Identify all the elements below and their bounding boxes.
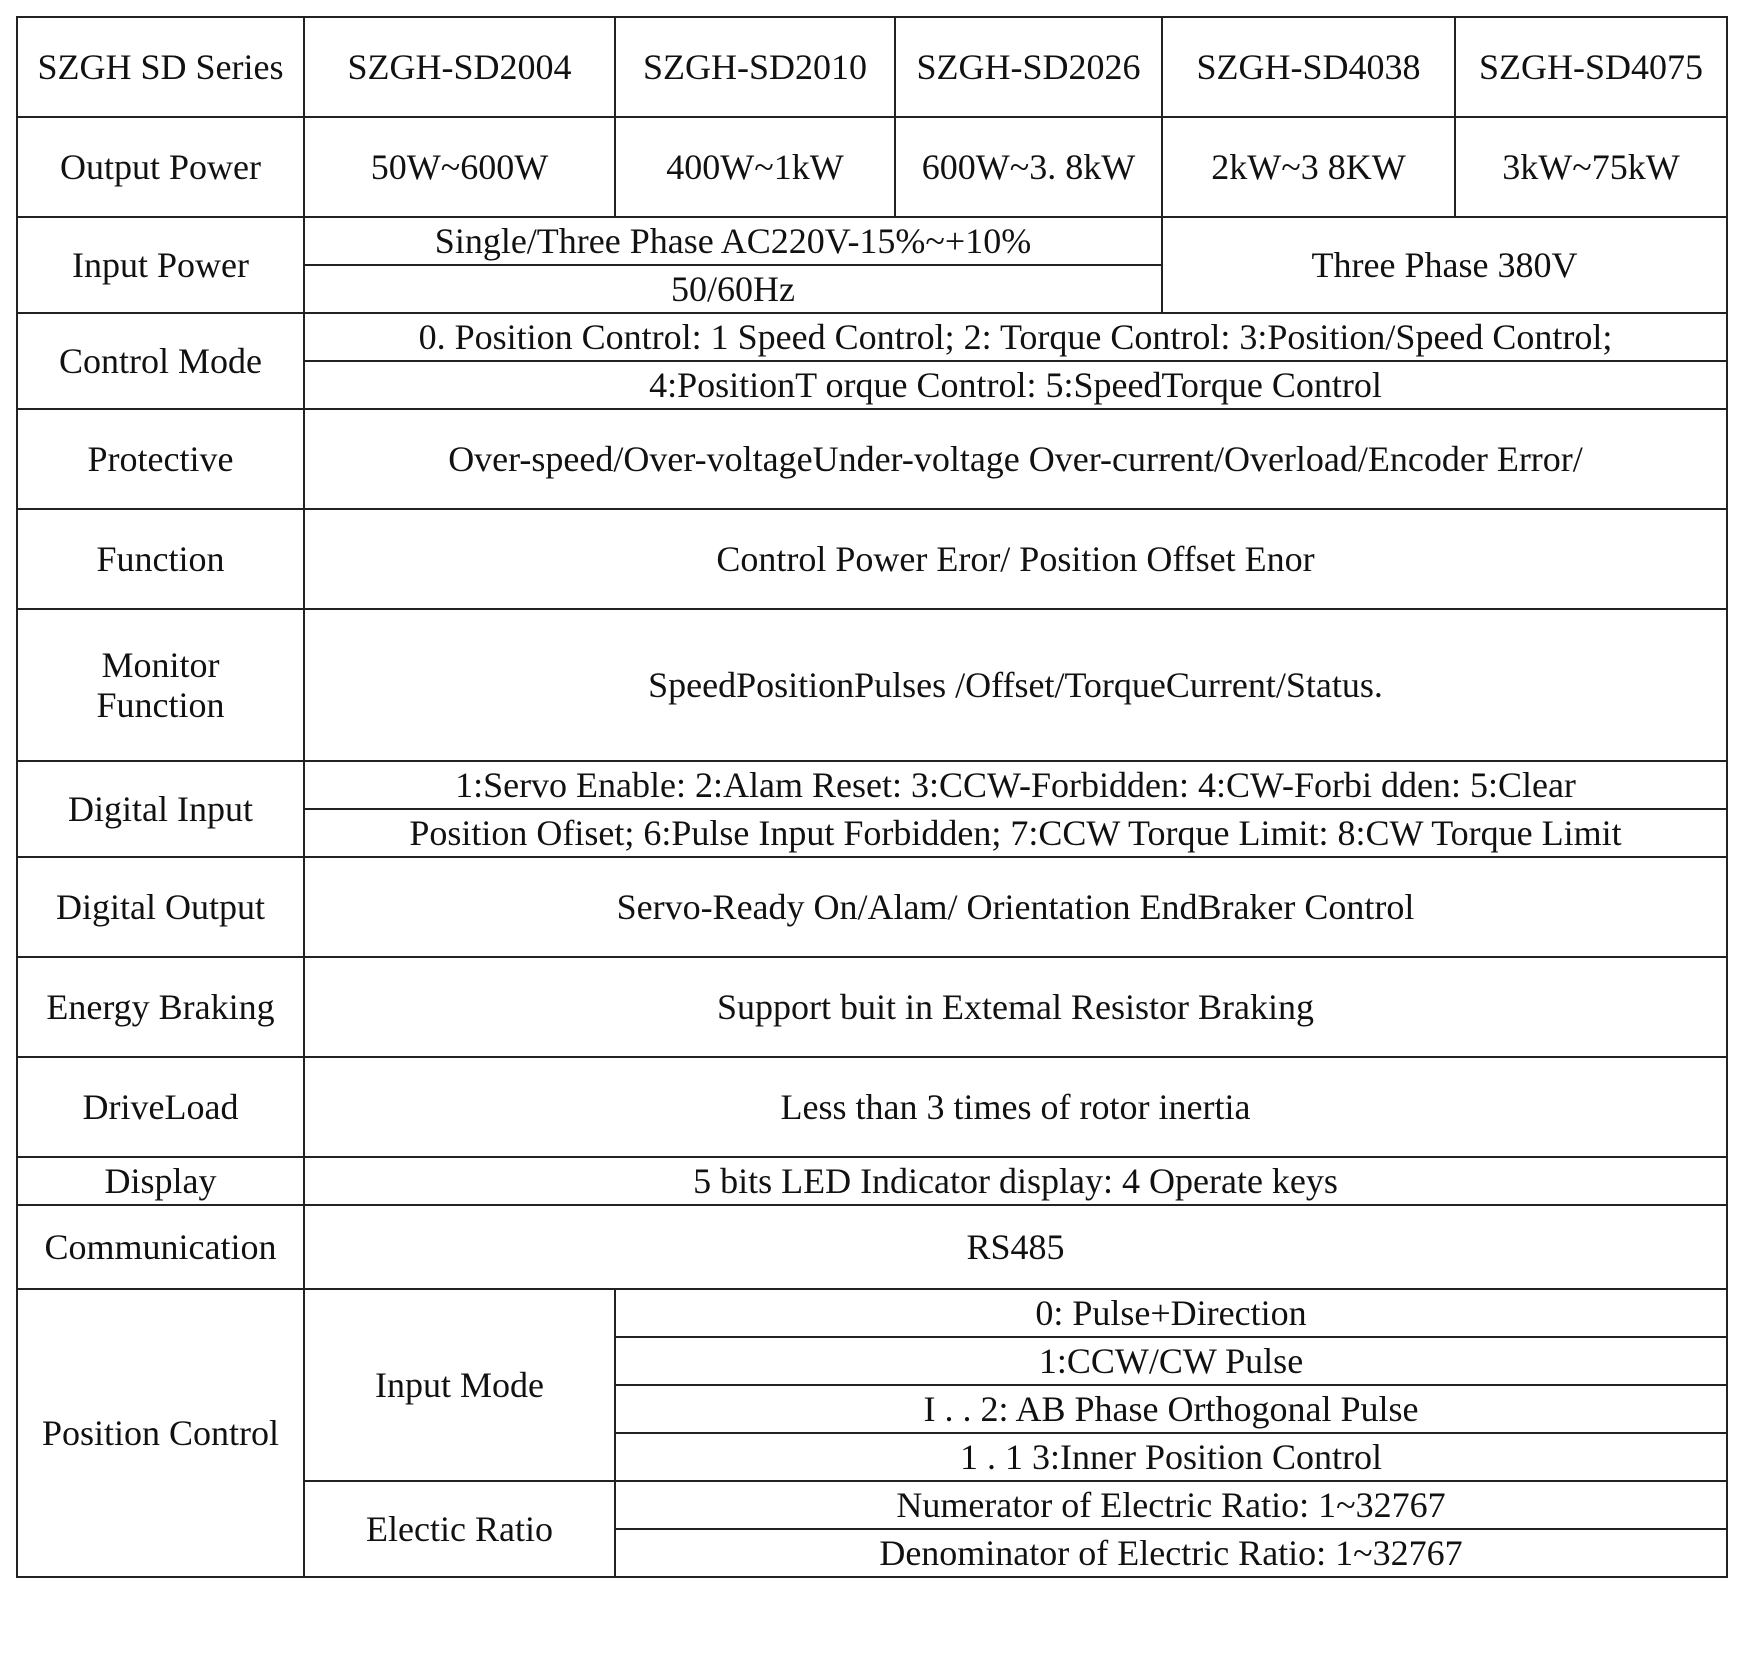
communication-value: RS485 — [304, 1205, 1727, 1289]
digital-input-line-1: 1:Servo Enable: 2:Alam Reset: 3:CCW-Forbidden: 4:CW-Forbi dden: 5:Clear — [304, 761, 1727, 809]
model-header-sd2004: SZGH-SD2004 — [304, 17, 615, 117]
electic-ratio-denominator: Denominator of Electric Ratio: 1~32767 — [615, 1529, 1727, 1577]
digital-output-label: Digital Output — [17, 857, 304, 957]
model-header-sd2026: SZGH-SD2026 — [895, 17, 1162, 117]
function-value: Control Power Eror/ Position Offset Enor — [304, 509, 1727, 609]
protective-value: Over-speed/Over-voltageUnder-voltage Over-current/Overload/Encoder Error/ — [304, 409, 1727, 509]
control-mode-label: Control Mode — [17, 313, 304, 409]
display-row — [17, 1157, 1727, 1205]
position-control-label: Position Control — [17, 1289, 304, 1577]
input-power-frequency: 50/60Hz — [304, 265, 1162, 313]
input-power-voltage: Single/Three Phase AC220V-15%~+10% — [304, 217, 1162, 265]
electic-ratio-numerator: Numerator of Electric Ratio: 1~32767 — [615, 1481, 1727, 1529]
position-control-row — [17, 1289, 1727, 1337]
function-row — [17, 509, 1727, 609]
drive-load-value: Less than 3 times of rotor inertia — [304, 1057, 1727, 1157]
output-power-label: Output Power — [17, 117, 304, 217]
control-mode-line-2: 4:PositionT orque Control: 5:SpeedTorque Control — [304, 361, 1727, 409]
protective-label: Protective — [17, 409, 304, 509]
control-mode-row — [17, 313, 1727, 361]
communication-row — [17, 1205, 1727, 1289]
digital-output-value: Servo-Ready On/Alam/ Orientation EndBraker Control — [304, 857, 1727, 957]
input-mode-label: Input Mode — [304, 1289, 615, 1481]
output-power-sd2004: 50W~600W — [304, 117, 615, 217]
input-power-three-phase: Three Phase 380V — [1162, 217, 1727, 313]
output-power-sd2010: 400W~1kW — [615, 117, 895, 217]
energy-braking-label: Energy Braking — [17, 957, 304, 1057]
electic-ratio-label: Electic Ratio — [304, 1481, 615, 1577]
output-power-sd4075: 3kW~75kW — [1455, 117, 1727, 217]
monitor-function-value: SpeedPositionPulses /Offset/TorqueCurrent/Status. — [304, 609, 1727, 761]
monitor-function-label-line-1: Monitor — [101, 644, 220, 685]
digital-input-line-2: Position Ofiset; 6:Pulse Input Forbidden; 7:CCW Torque Limit: 8:CW Torque Limit — [304, 809, 1727, 857]
input-mode-option-2: I . . 2: AB Phase Orthogonal Pulse — [615, 1385, 1727, 1433]
output-power-sd4038: 2kW~3 8KW — [1162, 117, 1455, 217]
monitor-function-label-line-2: Function — [96, 685, 225, 725]
energy-braking-row — [17, 957, 1727, 1057]
model-header-sd2010: SZGH-SD2010 — [615, 17, 895, 117]
digital-output-row — [17, 857, 1727, 957]
drive-load-label: DriveLoad — [17, 1057, 304, 1157]
input-power-label: Input Power — [17, 217, 304, 313]
monitor-function-row — [17, 609, 1727, 761]
digital-input-label: Digital Input — [17, 761, 304, 857]
spec-table — [16, 16, 1728, 1578]
input-mode-option-0: 0: Pulse+Direction — [615, 1289, 1727, 1337]
control-mode-line-1: 0. Position Control: 1 Speed Control; 2: Torque Control: 3:Position/Speed Control; — [304, 313, 1727, 361]
input-power-row — [17, 217, 1727, 265]
display-label: Display — [17, 1157, 304, 1205]
series-header-cell: SZGH SD Series — [17, 17, 304, 117]
drive-load-row — [17, 1057, 1727, 1157]
output-power-sd2026: 600W~3. 8kW — [895, 117, 1162, 217]
header-row — [17, 17, 1727, 117]
function-label: Function — [17, 509, 304, 609]
model-header-sd4038: SZGH-SD4038 — [1162, 17, 1455, 117]
energy-braking-value: Support buit in Extemal Resistor Braking — [304, 957, 1727, 1057]
output-power-row — [17, 117, 1727, 217]
model-header-sd4075: SZGH-SD4075 — [1455, 17, 1727, 117]
input-mode-option-3: 1 . 1 3:Inner Position Control — [615, 1433, 1727, 1481]
protective-row — [17, 409, 1727, 509]
communication-label: Communication — [17, 1205, 304, 1289]
digital-input-row — [17, 761, 1727, 809]
display-value: 5 bits LED Indicator display: 4 Operate keys — [304, 1157, 1727, 1205]
monitor-function-label — [17, 609, 304, 761]
input-mode-option-1: 1:CCW/CW Pulse — [615, 1337, 1727, 1385]
